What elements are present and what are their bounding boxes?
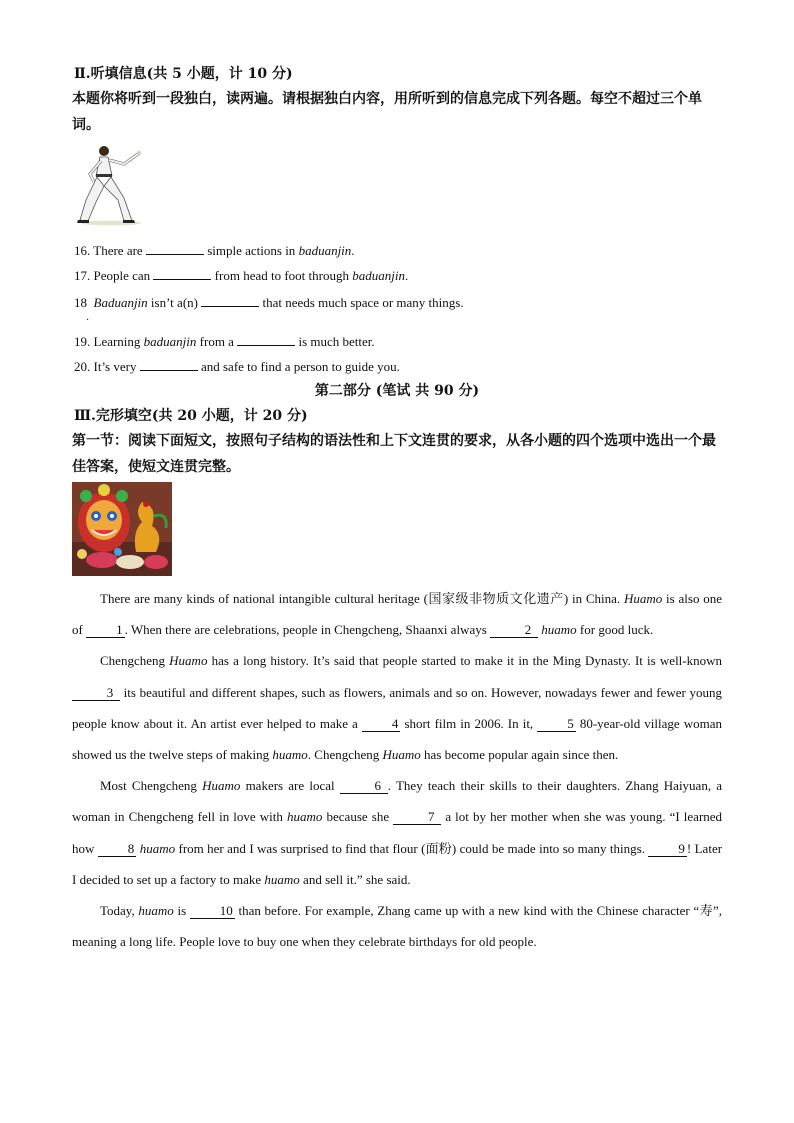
cloze-blank-6[interactable]: 6 — [340, 779, 388, 794]
section-3-title: Ⅲ.完形填空(共 20 小题，计 20 分) — [74, 408, 308, 424]
question-17: 17. People can from head to foot through baduanjin. — [74, 268, 409, 283]
cloze-blank-4[interactable]: 4 — [362, 717, 401, 732]
answer-blank-18[interactable] — [201, 294, 259, 307]
answer-blank-16[interactable] — [146, 242, 204, 255]
question-20: 20. It’s very and safe to find a person to guide you. — [74, 359, 400, 374]
tai-chi-figure-image — [74, 142, 152, 226]
cloze-blank-10[interactable]: 10 — [190, 904, 235, 919]
passage-paragraph-4: Today, huamo is 10 than before. For example, Zhang came up with a new kind with the Chinese character “寿”, meaning a long life. People love to buy one when they celebrate birthdays for old people. — [72, 903, 723, 950]
cloze-blank-9[interactable]: 9 — [648, 842, 687, 857]
cloze-blank-2[interactable]: 2 — [490, 623, 538, 638]
cloze-blank-5[interactable]: 5 — [537, 717, 576, 732]
section-2-title: Ⅱ.听填信息(共 5 小题，计 10 分) — [74, 66, 293, 82]
section-2-instruction: 本题你将听到一段独白，读两遍。请根据独白内容，用所听到的信息完成下列各题。每空不超过三个单词。 — [72, 91, 702, 133]
cloze-blank-3[interactable]: 3 — [72, 686, 120, 701]
passage-paragraph-2: Chengcheng Huamo has a long history. It’s said that people started to make it in the Ming Dynasty. It is well-known 3 its beautiful and different shapes, such as flowers, animals and so on. However, nowadays fewer and fewer young people know about it. An artist ever helped to make a 4 short film in 2006. In it, 5 80-year-old village woman showed us the twelve steps of making huamo. Chengcheng Huamo has become popular again since then. — [72, 653, 723, 763]
section-3-instruction: 第一节：阅读下面短文，按照句子结构的语法性和上下文连贯的要求，从各小题的四个选项中选出一个最佳答案，使短文连贯完整。 — [72, 433, 716, 475]
answer-blank-19[interactable] — [237, 333, 295, 346]
question-19: 19. Learning baduanjin from a is much better. — [74, 334, 375, 349]
part-2-title: 第二部分 (笔试 共 90 分) — [314, 383, 480, 399]
cloze-blank-7[interactable]: 7 — [393, 810, 441, 825]
answer-blank-17[interactable] — [153, 267, 211, 280]
cloze-blank-8[interactable]: 8 — [98, 842, 137, 857]
cloze-blank-1[interactable]: 1 — [86, 623, 125, 638]
answer-blank-20[interactable] — [140, 358, 198, 371]
question-16: 16. There are simple actions in baduanjin. — [74, 243, 355, 258]
passage-paragraph-1: There are many kinds of national intangible cultural heritage (国家级非物质文化遗产) in China. Huamo is also one of 1 . When there are celebrations, people in Chengcheng, Shaanxi always 2 huamo for good luck. — [72, 591, 723, 638]
passage-paragraph-3: Most Chengcheng Huamo makers are local 6 . They teach their skills to their daughters. Zhang Haiyuan, a woman in Chengcheng fell in love with huamo because she 7 a lot by her mother when she was young. “I learned how 8 huamo from her and I was surprised to find that flour (面粉) could be made into so many things. 9 ! Later I decided to set up a factory to make huamo and sell it.” she said. — [72, 778, 723, 887]
stray-dot: . — [86, 312, 90, 323]
cloze-passage — [72, 583, 722, 957]
huamo-photo-image — [72, 482, 172, 576]
question-18: 18 Baduanjin isn’t a(n) that needs much space or many things. — [74, 295, 464, 310]
